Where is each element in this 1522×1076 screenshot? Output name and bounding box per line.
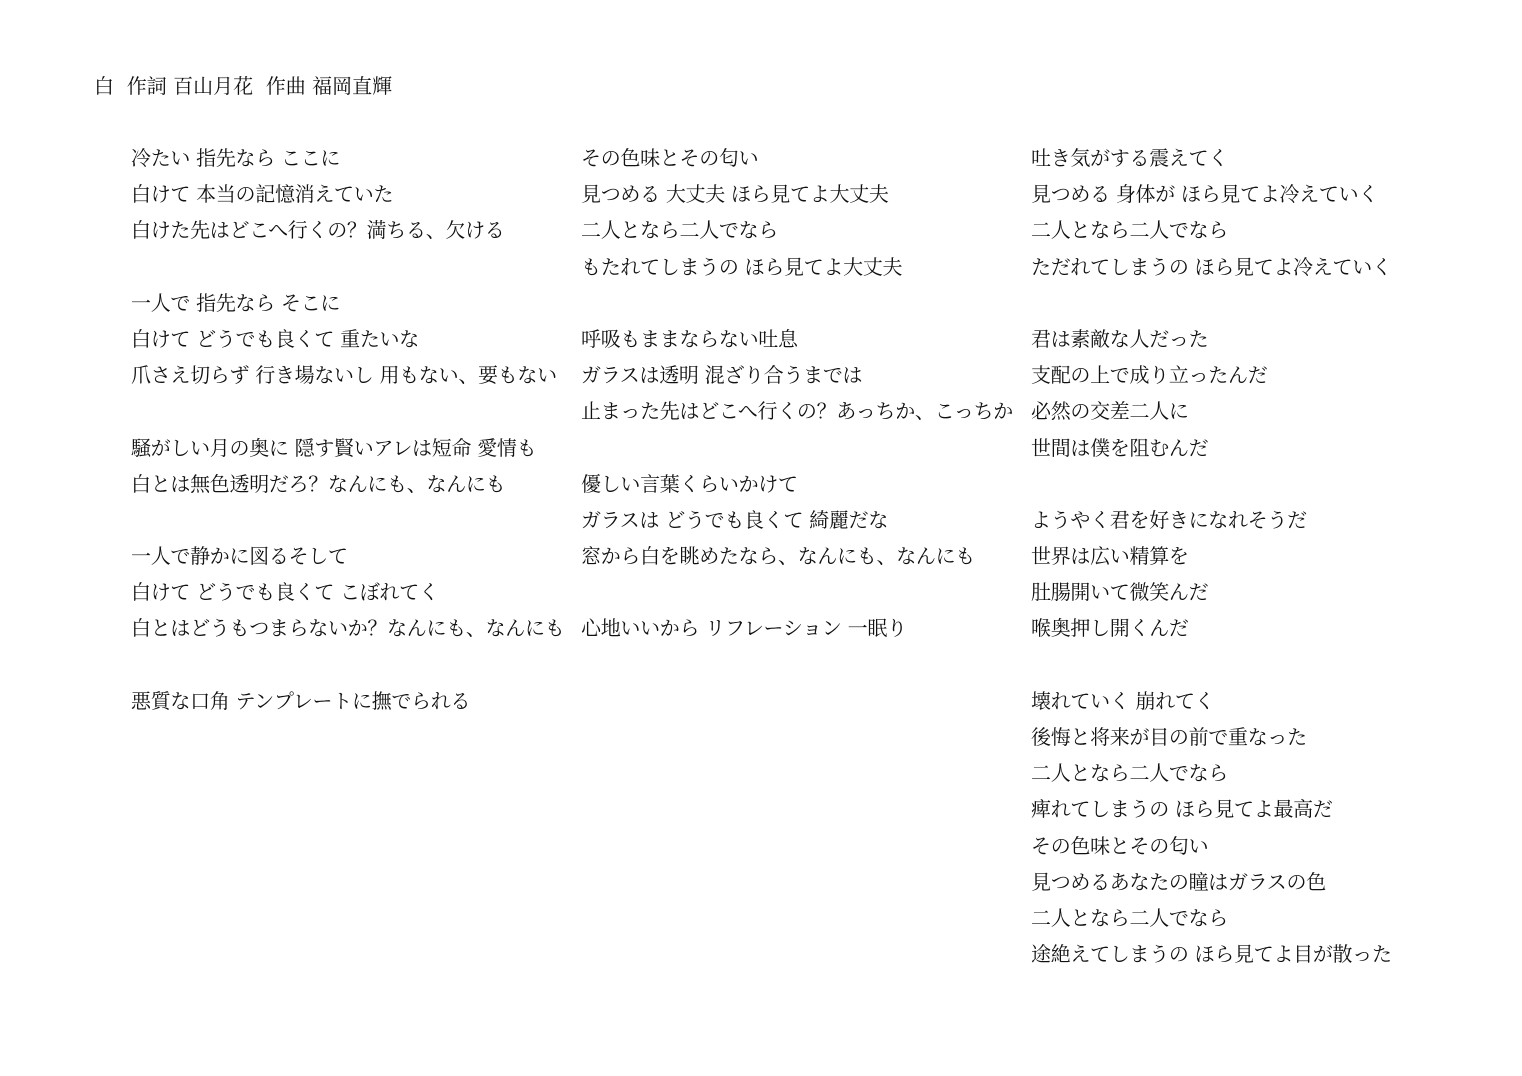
lyric-line: 悪質な口角 テンプレートに撫でられる <box>131 688 471 713</box>
lyric-line: 見つめる 身体が ほら見てよ冷えていく <box>1031 182 1379 207</box>
lyric-line: 見つめるあなたの瞳はガラスの色 <box>1031 869 1326 894</box>
lyric-line: 世間は僕を阻むんだ <box>1031 435 1209 460</box>
stanza-break <box>581 577 1031 613</box>
lyric-line: 一人で 指先なら そこに <box>131 290 341 315</box>
stanza-break <box>131 396 581 432</box>
stanza-break <box>1031 288 1481 324</box>
lyric-line: 騒がしい月の奥に 隠す賢いアレは短命 愛情も <box>131 435 537 460</box>
lyric-line: 見つめる 大丈夫 ほら見てよ大丈夫 <box>581 182 889 207</box>
lyric-line: 呼吸もままならない吐息 <box>581 326 798 351</box>
lyric-line: 支配の上で成り立ったんだ <box>1031 363 1268 388</box>
lyric-line: 必然の交差二人に <box>1031 399 1189 424</box>
lyric-line: 痺れてしまうの ほら見てよ最高だ <box>1031 797 1333 822</box>
lyric-line: もたれてしまうの ほら見てよ大丈夫 <box>581 254 903 279</box>
lyric-line: 途絶えてしまうの ほら見てよ目が散った <box>1031 942 1392 967</box>
stanza-break <box>1031 469 1481 505</box>
lyric-line: ようやく君を好きになれそうだ <box>1031 507 1307 532</box>
lyricist-label: 作詞 <box>126 74 167 98</box>
lyrics-column-3 <box>1031 143 1481 975</box>
lyric-line: 白けて どうでも良くて 重たいな <box>131 326 419 351</box>
lyric-line: 優しい言葉くらいかけて <box>581 471 798 496</box>
song-title: 白 <box>94 74 114 98</box>
stanza-break <box>131 650 581 686</box>
lyric-line: 白けて 本当の記憶消えていた <box>131 182 394 207</box>
lyric-line: 壊れていく 崩れてく <box>1031 688 1215 713</box>
lyrics-column-2 <box>581 143 1031 650</box>
lyric-line: 吐き気がする震えてく <box>1031 146 1228 170</box>
lyric-line: 窓から白を眺めたなら、なんにも、なんにも <box>581 544 975 569</box>
stanza-break <box>131 505 581 541</box>
lyric-line: 白けた先はどこへ行くの？満ちる、欠ける <box>131 218 505 243</box>
lyric-line: 二人となら二人でなら <box>1031 905 1228 930</box>
lyric-line: 白とは無色透明だろ？なんにも、なんにも <box>131 471 506 496</box>
composer-name: 福岡直輝 <box>312 74 393 98</box>
lyric-line: 君は素敵な人だった <box>1031 326 1209 351</box>
stanza-break <box>1031 650 1481 686</box>
lyrics-column-1 <box>131 143 581 722</box>
stanza-break <box>131 252 581 288</box>
lyricist-name: 百山月花 <box>173 74 254 98</box>
lyric-line: 喉奥押し開くんだ <box>1031 616 1189 641</box>
lyric-line: 二人となら二人でなら <box>1031 218 1228 243</box>
lyric-line: ただれてしまうの ほら見てよ冷えていく <box>1031 254 1392 279</box>
lyric-line: 止まった先はどこへ行くの？あっちか、こっちか <box>581 399 1013 424</box>
lyric-line: 後悔と将来が目の前で重なった <box>1031 725 1307 749</box>
lyric-line: ガラスは どうでも良くて 綺麗だな <box>581 507 889 532</box>
lyric-line: 白けて どうでも良くて こぼれてく <box>131 580 439 605</box>
lyric-line: 爪さえ切らず 行き場ないし 用もない、要もない <box>131 363 557 388</box>
lyric-line: その色味とその匂い <box>581 146 759 170</box>
lyric-line: 冷たい 指先なら ここに <box>131 146 341 170</box>
stanza-break <box>581 433 1031 469</box>
stanza-break <box>581 288 1031 324</box>
lyric-line: 一人で静かに図るそして <box>131 544 348 569</box>
lyric-line: 白とはどうもつまらないか？なんにも、なんにも <box>131 616 565 641</box>
lyric-line: 世界は広い精算を <box>1031 544 1189 569</box>
lyric-line: 二人となら二人でなら <box>581 218 778 243</box>
lyric-line: 二人となら二人でなら <box>1031 761 1228 786</box>
song-header <box>94 72 392 100</box>
lyric-line: その色味とその匂い <box>1031 833 1209 858</box>
composer-label: 作曲 <box>265 74 306 98</box>
lyric-line: 心地いいから リフレーション 一眠り <box>581 616 907 641</box>
lyric-line: 肚腸開いて微笑んだ <box>1031 580 1209 605</box>
lyric-line: ガラスは透明 混ざり合うまでは <box>581 363 863 388</box>
